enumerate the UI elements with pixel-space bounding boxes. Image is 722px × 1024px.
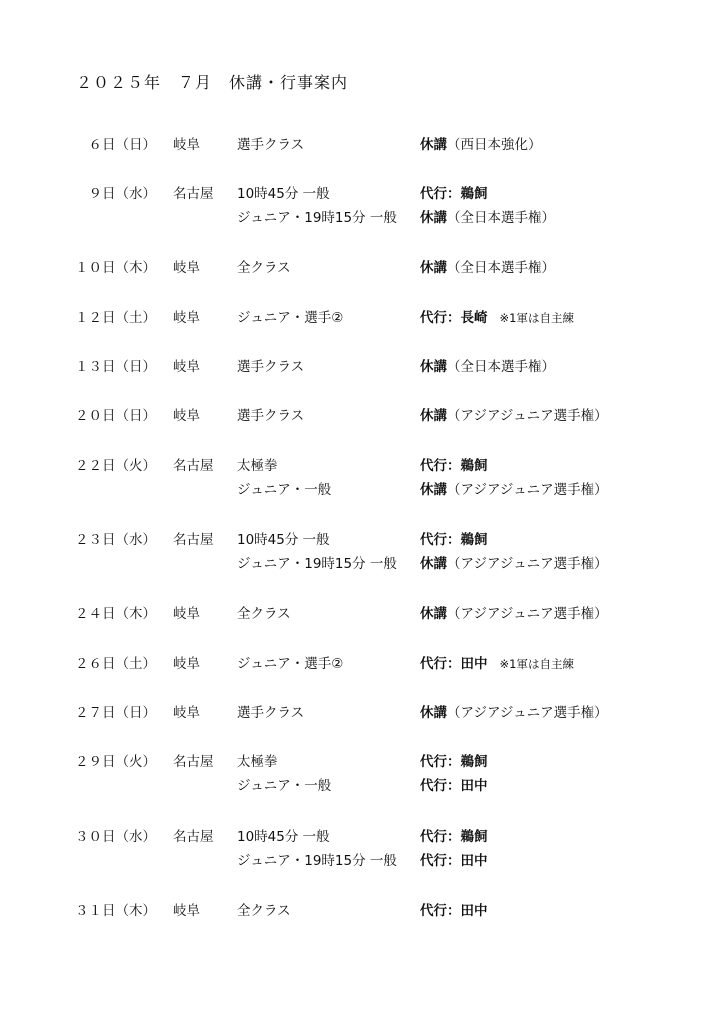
entry-date: ２０日（日） bbox=[75, 408, 156, 424]
entry-status: 代行：鵜飼 bbox=[420, 829, 488, 845]
entry-status-line bbox=[420, 208, 555, 228]
entry-status-line bbox=[420, 901, 488, 921]
entry-status: 休講 bbox=[420, 210, 447, 226]
entry-class: ジュニア・選手② bbox=[237, 310, 344, 326]
entry-class: 全クラス bbox=[237, 260, 291, 276]
entry-status-line bbox=[420, 604, 608, 624]
entry-status: 代行：鵜飼 bbox=[420, 532, 488, 548]
entry-status: 休講 bbox=[420, 408, 447, 424]
entry-status: 休講 bbox=[420, 260, 447, 276]
entry-venue: 岐阜 bbox=[173, 656, 200, 672]
entry-status-line bbox=[420, 851, 488, 871]
entry-class: ジュニア・一般 bbox=[237, 482, 332, 498]
entry-detail: （アジアジュニア選手権） bbox=[447, 556, 608, 572]
entry-date: ９日（水） bbox=[88, 186, 156, 202]
entry-detail: （西日本強化） bbox=[447, 137, 542, 153]
entry-status-line bbox=[420, 308, 574, 328]
entry-class: ジュニア・19時15分 一般 bbox=[237, 853, 397, 869]
entry-venue: 名古屋 bbox=[173, 458, 214, 474]
entry-status-line bbox=[420, 357, 555, 377]
entry-date: ３０日（水） bbox=[75, 829, 156, 845]
entry-venue: 岐阜 bbox=[173, 359, 200, 375]
entry-detail: （全日本選手権） bbox=[447, 359, 555, 375]
entry-status: 休講 bbox=[420, 359, 447, 375]
entry-status: 代行：田中 bbox=[420, 853, 488, 869]
entry-venue: 岐阜 bbox=[173, 260, 200, 276]
entry-venue: 名古屋 bbox=[173, 829, 214, 845]
entry-class: 太極拳 bbox=[237, 754, 278, 770]
entry-date: ２２日（火） bbox=[75, 458, 156, 474]
entry-date: １３日（日） bbox=[75, 359, 156, 375]
entry-detail: （アジアジュニア選手権） bbox=[447, 408, 608, 424]
entry-venue: 岐阜 bbox=[173, 903, 200, 919]
entry-status: 代行：鵜飼 bbox=[420, 186, 488, 202]
entry-class: ジュニア・19時15分 一般 bbox=[237, 556, 397, 572]
entry-status: 代行：長崎 bbox=[420, 310, 488, 326]
entry-status-line bbox=[420, 776, 488, 796]
entry-venue: 岐阜 bbox=[173, 310, 200, 326]
entry-detail: （アジアジュニア選手権） bbox=[447, 705, 608, 721]
entry-date: ２４日（木） bbox=[75, 606, 156, 622]
entry-venue: 名古屋 bbox=[173, 186, 214, 202]
entry-status-line bbox=[420, 654, 574, 674]
entry-date: ６日（日） bbox=[88, 137, 156, 153]
entry-status: 休講 bbox=[420, 482, 447, 498]
entry-class: 選手クラス bbox=[237, 137, 305, 153]
entry-status-line bbox=[420, 554, 608, 574]
entry-class: 選手クラス bbox=[237, 705, 305, 721]
entry-class: 全クラス bbox=[237, 606, 291, 622]
entry-status-line bbox=[420, 456, 488, 476]
entry-status: 休講 bbox=[420, 556, 447, 572]
entry-class: 選手クラス bbox=[237, 408, 305, 424]
entry-note: ※1軍は自主練 bbox=[499, 311, 574, 325]
entry-venue: 岐阜 bbox=[173, 705, 200, 721]
entry-class: ジュニア・一般 bbox=[237, 778, 332, 794]
entry-status-line bbox=[420, 752, 488, 772]
entry-class: 10時45分 一般 bbox=[237, 829, 330, 845]
entry-status: 代行：田中 bbox=[420, 778, 488, 794]
entry-venue: 岐阜 bbox=[173, 606, 200, 622]
entry-class: ジュニア・19時15分 一般 bbox=[237, 210, 397, 226]
entry-date: ２９日（火） bbox=[75, 754, 156, 770]
entry-status-line bbox=[420, 258, 555, 278]
entry-date: ２３日（水） bbox=[75, 532, 156, 548]
entry-venue: 名古屋 bbox=[173, 532, 214, 548]
entry-status-line bbox=[420, 530, 488, 550]
entry-class: 太極拳 bbox=[237, 458, 278, 474]
entry-status-line bbox=[420, 406, 608, 426]
entry-date: １０日（木） bbox=[75, 260, 156, 276]
entry-class: ジュニア・選手② bbox=[237, 656, 344, 672]
entry-status-line bbox=[420, 135, 542, 155]
entry-class: 10時45分 一般 bbox=[237, 532, 330, 548]
entry-note: ※1軍は自主練 bbox=[499, 657, 574, 671]
entry-detail: （全日本選手権） bbox=[447, 260, 555, 276]
entry-class: 10時45分 一般 bbox=[237, 186, 330, 202]
entry-status-line bbox=[420, 827, 488, 847]
entry-status: 休講 bbox=[420, 606, 447, 622]
entry-status-line bbox=[420, 184, 488, 204]
page-title: ２０２５年 ７月 休講・行事案内 bbox=[76, 73, 349, 92]
entry-detail: （全日本選手権） bbox=[447, 210, 555, 226]
entry-venue: 岐阜 bbox=[173, 408, 200, 424]
entry-status: 代行：田中 bbox=[420, 656, 488, 672]
entry-venue: 岐阜 bbox=[173, 137, 200, 153]
entry-status: 休講 bbox=[420, 705, 447, 721]
entry-class: 選手クラス bbox=[237, 359, 305, 375]
entry-status-line bbox=[420, 480, 608, 500]
entry-detail: （アジアジュニア選手権） bbox=[447, 606, 608, 622]
entry-detail: （アジアジュニア選手権） bbox=[447, 482, 608, 498]
entry-status: 代行：田中 bbox=[420, 903, 488, 919]
entry-status-line bbox=[420, 703, 608, 723]
entry-date: ２７日（日） bbox=[75, 705, 156, 721]
entry-status: 代行：鵜飼 bbox=[420, 754, 488, 770]
entry-status: 休講 bbox=[420, 137, 447, 153]
entry-status: 代行：鵜飼 bbox=[420, 458, 488, 474]
entry-venue: 名古屋 bbox=[173, 754, 214, 770]
entry-date: ３１日（木） bbox=[75, 903, 156, 919]
entry-class: 全クラス bbox=[237, 903, 291, 919]
entry-date: ２６日（土） bbox=[75, 656, 156, 672]
entry-date: １２日（土） bbox=[75, 310, 156, 326]
